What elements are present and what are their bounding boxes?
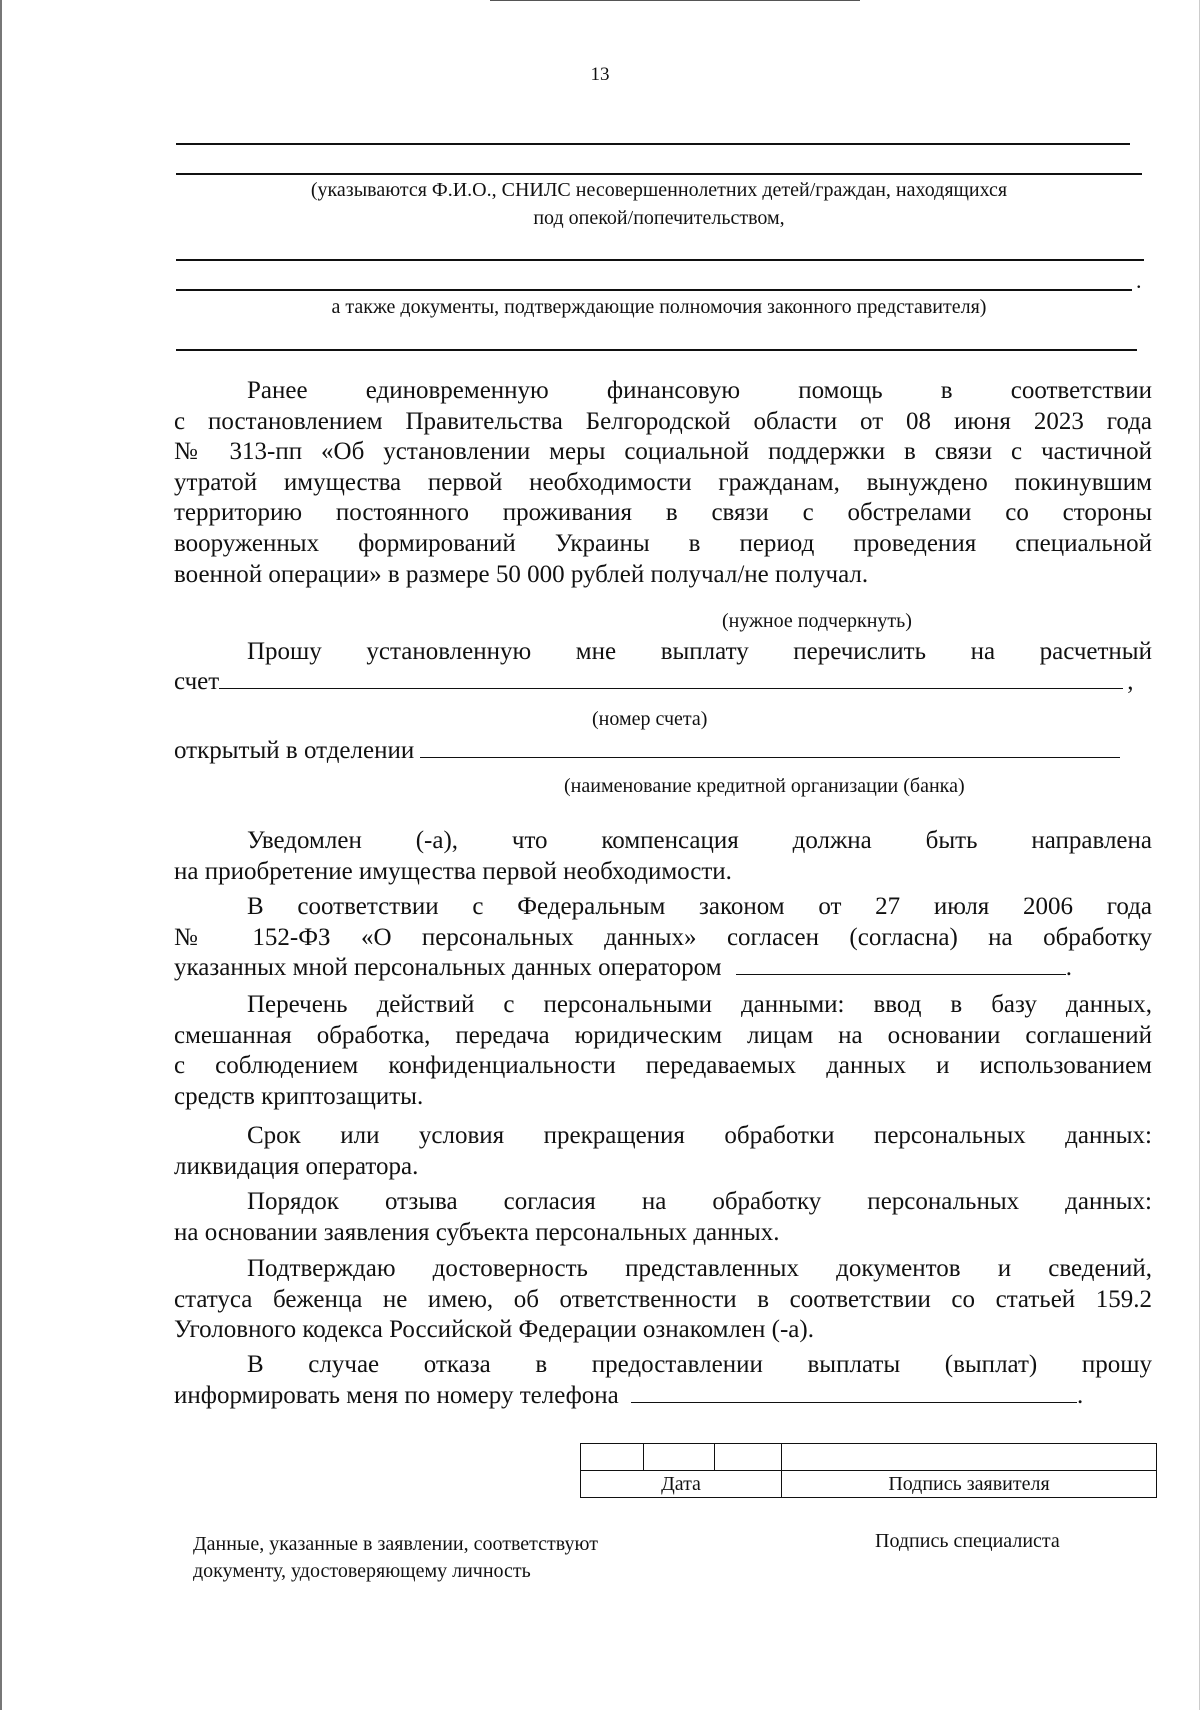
para-line: средств криптозащиты. (174, 1082, 424, 1110)
account-number-field[interactable] (219, 668, 1123, 689)
para-line: Срок или условия прекращения обработки персональных данных: (247, 1122, 1152, 1149)
para-line: Ранее единовременную финансовую помощь в соответствии (247, 377, 1152, 404)
operator-field[interactable] (736, 954, 1066, 975)
para-line: указанных мной персональных данных оператором (174, 954, 722, 982)
para-line: Подтверждаю достоверность представленных документов и сведений, (247, 1255, 1152, 1282)
data-actions-paragraph (174, 990, 1152, 1112)
para-line: на приобретение имущества первой необходимости. (174, 857, 732, 885)
footer-left-line2: документу, удостоверяющему личность (193, 1560, 531, 1582)
applicant-signature-cell[interactable] (782, 1444, 1157, 1471)
date-month-cell[interactable] (644, 1444, 715, 1471)
account-comma: , (1127, 668, 1134, 695)
notified-paragraph (174, 826, 1152, 887)
underline-hint: (нужное подчеркнуть) (722, 610, 912, 632)
para-line: с соблюдением конфиденциальности передаваемых данных и использованием (174, 1052, 1152, 1080)
para-line: утратой имущества первой необходимости гражданам, вынуждено покинувшим (174, 468, 1152, 496)
footer-left-line1: Данные, указанные в заявлении, соответствуют (193, 1533, 598, 1555)
guardian-hint-line2: под опекой/попечительством, (533, 207, 785, 229)
consent-withdrawal-paragraph (174, 1187, 1152, 1248)
para-line: на основании заявления субъекта персональных данных. (174, 1218, 780, 1246)
para-line: ликвидация оператора. (174, 1152, 419, 1180)
processing-term-paragraph (174, 1121, 1152, 1182)
para-line: Уведомлен (-а), что компенсация должна быть направлена (247, 827, 1152, 854)
line-period: . (1077, 1381, 1084, 1409)
previous-assistance-paragraph (174, 376, 1152, 590)
blank-line (176, 289, 1132, 291)
date-day-cell[interactable] (581, 1444, 644, 1471)
para-line: В соответствии с Федеральным законом от 27 июля 2006 года (247, 893, 1152, 920)
bank-name-field[interactable] (420, 737, 1120, 758)
specialist-signature-label: Подпись специалиста (875, 1530, 1060, 1552)
blank-line (176, 143, 1130, 145)
blank-line (176, 173, 1142, 175)
account-row (174, 668, 1133, 696)
representative-docs-hint: а также документы, подтверждающие полномочия законного представителя) (331, 296, 987, 318)
para-line: № 313-пп «Об установлении меры социальной поддержки в связи с частичной (174, 438, 1152, 466)
blank-line (176, 259, 1144, 261)
date-label: Дата (581, 1471, 782, 1498)
line-period: . (1065, 954, 1073, 982)
para-line: военной операции» в размере 50 000 рублей получал/не получал. (174, 560, 869, 588)
para-line: статуса беженца не имею, об ответственности в соответствии со статьей 159.2 (174, 1285, 1152, 1313)
page-number: 13 (590, 64, 610, 85)
para-line: смешанная обработка, передача юридическим лицам на основании соглашений (174, 1021, 1152, 1049)
date-year-cell[interactable] (715, 1444, 782, 1471)
para-line: информировать меня по номеру телефона (174, 1381, 619, 1409)
para-line: вооруженных формирований Украины в период проведения специальной (174, 529, 1152, 557)
account-hint: (номер счета) (592, 708, 708, 730)
payment-request-line (174, 637, 1152, 668)
para-line: Порядок отзыва согласия на обработку персональных данных: (247, 1188, 1152, 1215)
account-label: счет (174, 668, 220, 695)
line-period: . (1136, 268, 1142, 293)
blank-line (176, 349, 1137, 351)
para-line: Уголовного кодекса Российской Федерации ознакомлен (-а). (174, 1316, 814, 1344)
scan-edge-left (0, 0, 2, 1710)
payment-request-text: Прошу установленную мне выплату перечислить на расчетный (247, 638, 1152, 665)
phone-number-field[interactable] (631, 1382, 1077, 1403)
scan-artifact-line (490, 0, 860, 1)
date-signature-table (580, 1443, 1157, 1498)
bank-hint: (наименование кредитной организации (банка) (564, 775, 965, 797)
guardian-hint-line1: (указываются Ф.И.О., СНИЛС несовершеннолетних детей/граждан, находящихся (310, 179, 1008, 201)
refusal-paragraph (174, 1350, 1152, 1411)
para-line: территорию постоянного проживания в связи с обстрелами со стороны (174, 499, 1152, 527)
para-line: Перечень действий с персональными данными: ввод в базу данных, (247, 991, 1152, 1018)
applicant-signature-label: Подпись заявителя (782, 1471, 1157, 1498)
confirmation-paragraph (174, 1254, 1152, 1346)
para-line: В случае отказа в предоставлении выплаты (выплат) прошу (247, 1351, 1152, 1378)
para-line: № 152-ФЗ «О персональных данных» согласен (согласна) на обработку (174, 923, 1152, 951)
branch-row (174, 737, 1120, 765)
consent-paragraph (174, 892, 1152, 984)
para-line: с постановлением Правительства Белгородской области от 08 июня 2023 года (174, 407, 1152, 435)
branch-label: открытый в отделении (174, 737, 415, 764)
